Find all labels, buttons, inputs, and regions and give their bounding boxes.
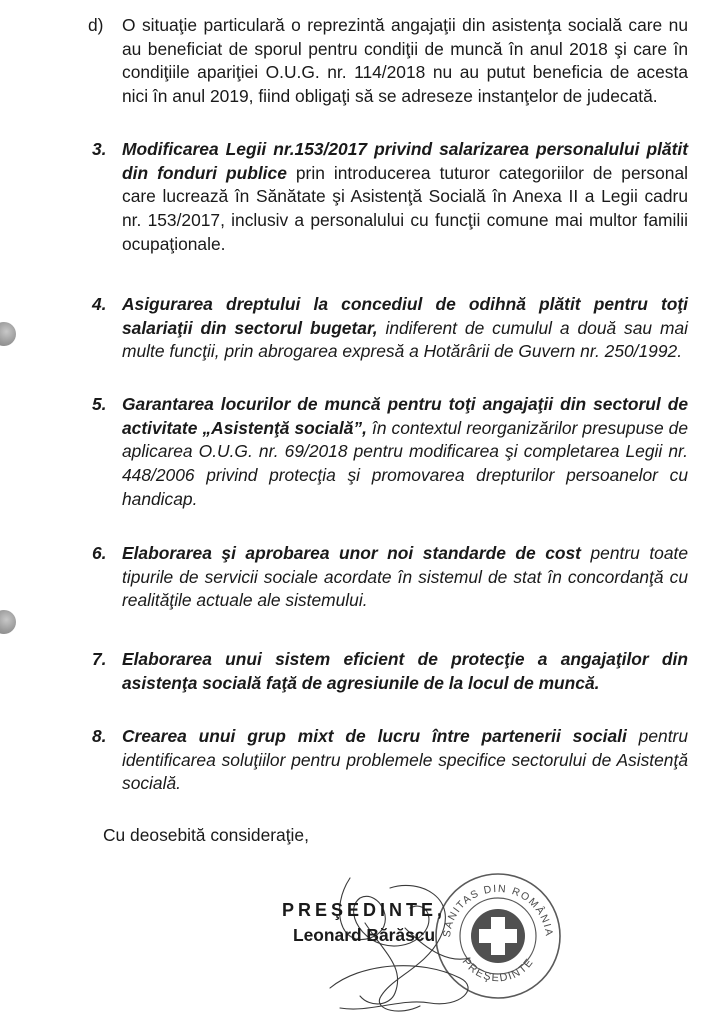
signature-name: Leonard Bărăscu: [293, 925, 436, 945]
signature-title: PREŞEDINTE,: [282, 900, 447, 920]
item-8: [122, 725, 688, 796]
item-6: [122, 542, 688, 613]
item-number-d: d): [88, 15, 104, 35]
item-4-text: indiferent de cumulul a două sau mai multe funcţii, prin abrogarea expresă a Hotărârii de Guvern nr. 250/1992.: [122, 317, 688, 362]
punch-hole-top: [0, 322, 16, 346]
item-8-text: pentru identificarea soluţiilor pentru problemele specifice sectorului de Asistenţă socială.: [122, 726, 688, 794]
item-4: [122, 293, 688, 364]
svg-text:SANITAS DIN ROMÂNIA: SANITAS DIN ROMÂNIA: [440, 882, 556, 939]
item-number-4: 4.: [92, 294, 107, 314]
svg-text:PREŞEDINTE: PREŞEDINTE: [459, 955, 537, 985]
punch-hole-bottom: [0, 610, 16, 634]
item-6-text: pentru toate tipurile de servicii sociale acordate în sistemul de stat în concordanţă cu realităţile actuale ale sistemului.: [122, 543, 689, 611]
item-5-text: în contextul reorganizărilor presupuse de aplicarea O.U.G. nr. 69/2018 pentru modificarea şi completarea Legii nr. 448/2006 privind protecţia şi promovarea drepturilor persoanelor cu handicap.: [122, 417, 688, 509]
item-7: [122, 648, 688, 695]
item-number-6: 6.: [92, 543, 107, 563]
closing-salutation: Cu deosebită consideraţie,: [103, 825, 309, 845]
item-number-5: 5.: [92, 394, 107, 414]
item-6-heading: Elaborarea şi aprobarea unor noi standarde de cost: [122, 543, 581, 563]
item-number-8: 8.: [92, 726, 107, 746]
item-d-text: O situaţie particulară o reprezintă angajaţii din asistenţa socială care nu au beneficiat de sporul pentru condiţii de muncă în anul 2018 şi care în condiţiile apariţiei O.U.G. nr. 114/2018 nu au putut beneficia de acesta nici în anul 2019, fiind obligaţi să se adreseze instanţelor de judecată.: [122, 15, 688, 107]
item-number-3: 3.: [92, 139, 107, 159]
item-3: [122, 138, 688, 257]
item-5: [122, 393, 688, 512]
item-4-heading: Asigurarea dreptului la concediul de odihnă plătit pentru toţi salariaţii din sectorul bugetar,: [122, 294, 688, 338]
item-5-heading: Garantarea locurilor de muncă pentru toţi angajaţii din sectorul de activitate „Asistenţă socială”,: [122, 394, 688, 438]
item-7-heading: Elaborarea unui sistem eficient de protecţie a angajaţilor din asistenţa socială faţă de agresiunile de la locul de muncă.: [122, 649, 688, 693]
item-3-heading: Modificarea Legii nr.153/2017 privind salarizarea personalului plătit din fonduri publice: [122, 139, 688, 183]
item-3-text: prin introducerea tuturor categoriilor de personal care lucrează în Sănătate şi Asistenţă Socială în Anexa II a Legii cadru nr. 153/2017, inclusiv a personalului cu funcţii comune mai multor familii ocupaţionale.: [122, 162, 689, 254]
item-d: [122, 14, 688, 109]
item-8-heading: Crearea unui grup mixt de lucru între partenerii sociali: [122, 726, 627, 746]
item-number-7: 7.: [92, 649, 107, 669]
